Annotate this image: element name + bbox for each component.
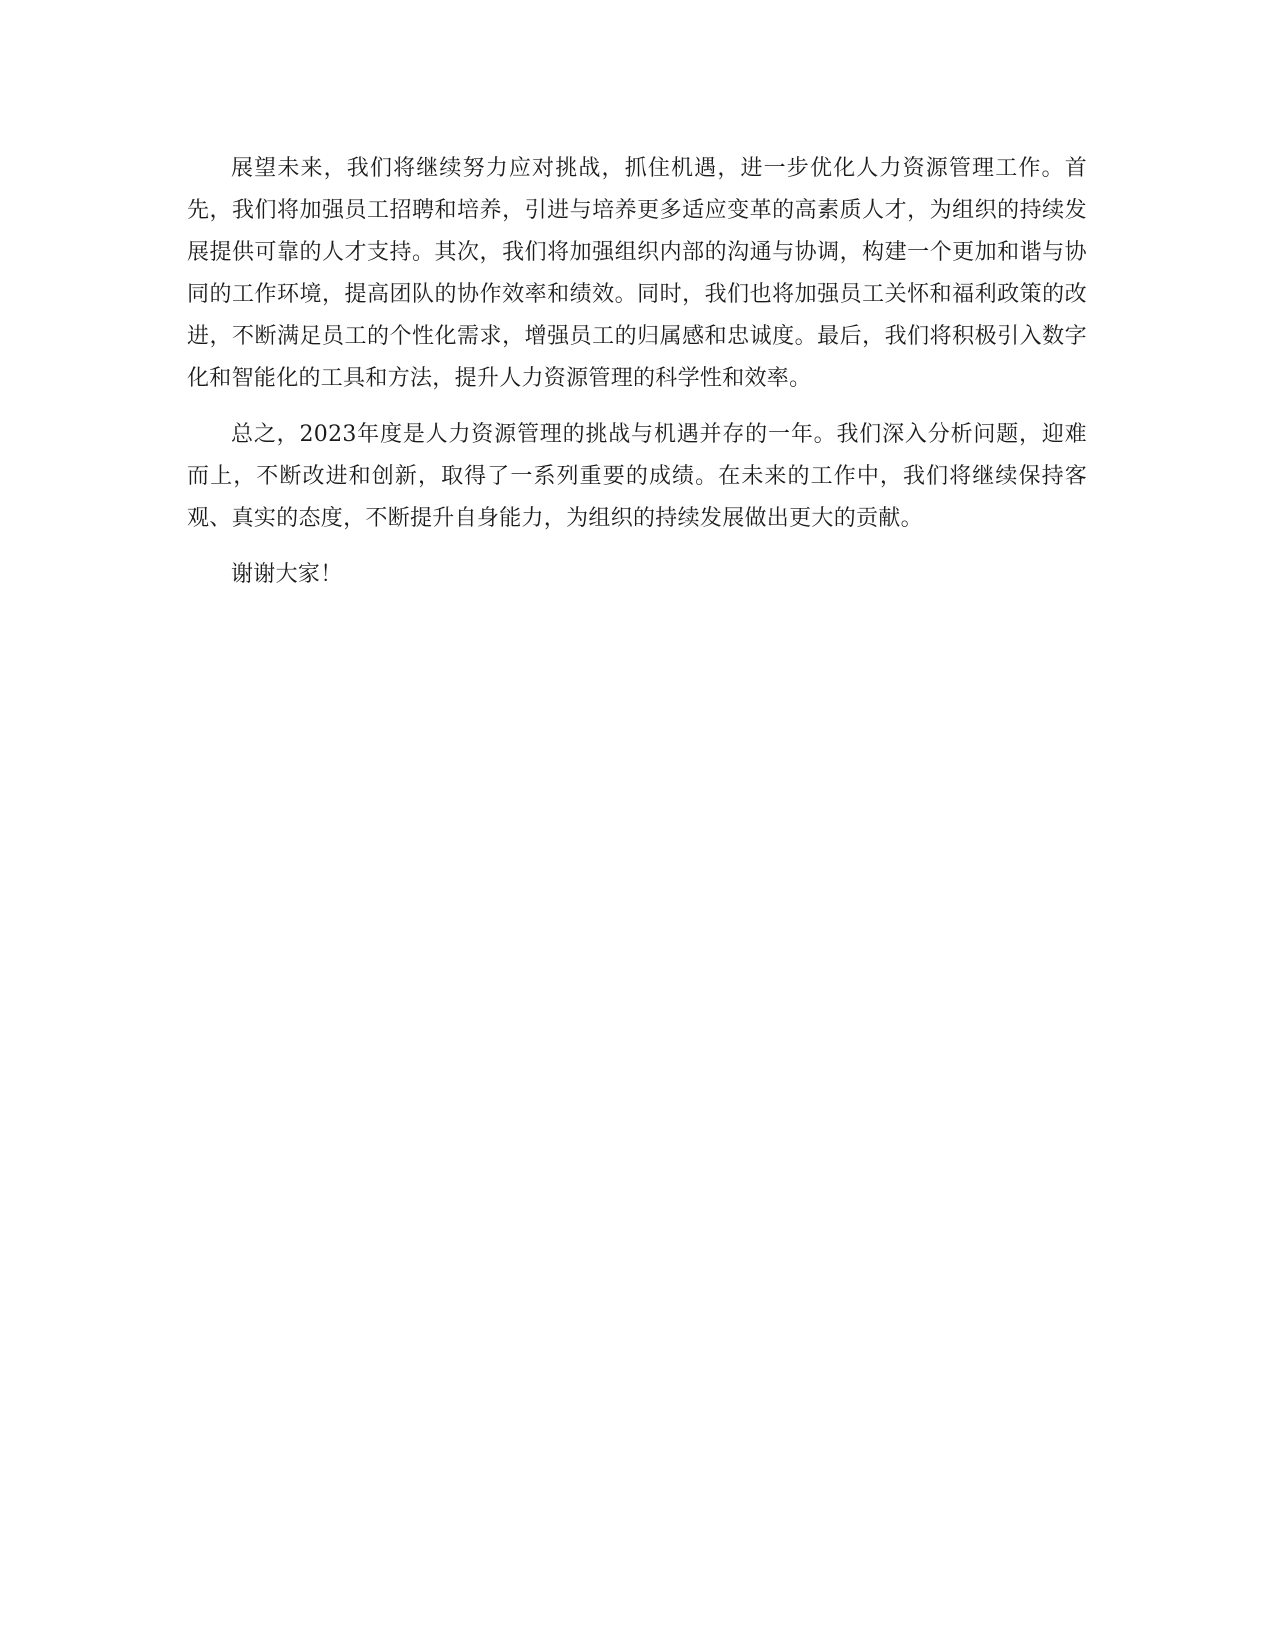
paragraph-future-outlook: 展望未来，我们将继续努力应对挑战，抓住机遇，进一步优化人力资源管理工作。首先，我们将加强员工招聘和培养，引进与培养更多适应变革的高素质人才，为组织的持续发展提供可靠的人才支持。其次，我们将加强组织内部的沟通与协调，构建一个更加和谐与协同的工作环境，提高团队的协作效率和绩效。同时，我们也将加强员工关怀和福利政策的改进，不断满足员工的个性化需求，增强员工的归属感和忠诚度。最后，我们将积极引入数字化和智能化的工具和方法，提升人力资源管理的科学性和效率。 <box>187 156 1087 391</box>
document-body <box>187 148 1087 596</box>
paragraph-thanks: 谢谢大家！ <box>231 562 343 587</box>
paragraph-summary: 总之，2023年度是人力资源管理的挑战与机遇并存的一年。我们深入分析问题，迎难而上，不断改进和创新，取得了一系列重要的成绩。在未来的工作中，我们将继续保持客观、真实的态度，不断提升自身能力，为组织的持续发展做出更大的贡献。 <box>187 422 1087 531</box>
